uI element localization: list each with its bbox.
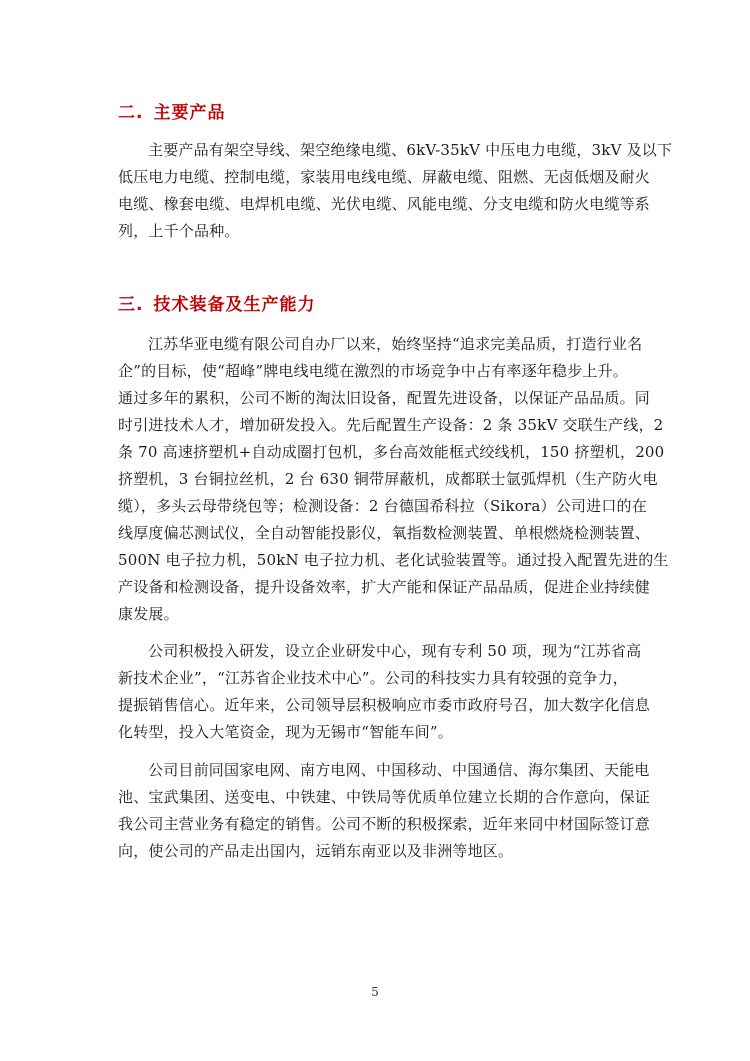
paragraph-line: 时引进技术人才，增加研发投入。先后配置生产设备：2 条 35kV 交联生产线，2: [118, 416, 664, 434]
paragraph-line: 主要产品有架空导线、架空绝缘电缆、6kV-35kV 中压电力电缆，3kV 及以下: [148, 141, 673, 159]
page-number: 5: [371, 985, 379, 999]
paragraph-line: 企”的目标，使“超峰”牌电线电缆在激烈的市场竞争中占有率逐年稳步上升。: [118, 362, 629, 380]
paragraph-line: 通过多年的累积，公司不断的淘汰旧设备，配置先进设备，以保证产品品质。同: [118, 389, 651, 407]
paragraph-line: 池、宝武集团、送变电、中铁建、中铁局等优质单位建立长期的合作意向，保证: [118, 788, 651, 806]
paragraph-line: 康发展。: [118, 605, 179, 623]
paragraph-line: 向，使公司的产品走出国内，远销东南亚以及非洲等地区。: [118, 842, 514, 860]
section-heading-products: [118, 98, 225, 123]
paragraph-line: 公司积极投入研发，设立企业研发中心，现有专利 50 项，现为“江苏省高: [148, 642, 642, 660]
paragraph-line: 化转型，投入大笔资金，现为无锡市“智能车间”。: [118, 723, 453, 741]
paragraph-line: 挤塑机，3 台铜拉丝机，2 台 630 铜带屏蔽机，成都联士氩弧焊机（生产防火电: [118, 470, 658, 488]
section-heading-equipment: [118, 290, 315, 315]
paragraph-line: 列，上千个品种。: [118, 222, 240, 240]
section-title: 技术装备及生产能力: [153, 295, 316, 315]
paragraph-line: 提振销售信心。近年来，公司领导层积极响应市委市政府号召，加大数字化信息: [118, 696, 651, 714]
paragraph-line: 缆），多头云母带绕包等；检测设备：2 台德国希科拉（Sikora）公司进口的在: [118, 497, 647, 515]
paragraph-line: 新技术企业”，“江苏省企业技术中心”。公司的科技实力具有较强的竞争力，: [118, 669, 629, 687]
section-title: 主要产品: [153, 103, 226, 123]
paragraph-line: 公司目前同国家电网、南方电网、中国移动、中国通信、海尔集团、天能电: [148, 761, 650, 779]
paragraph-line: 低压电力电缆、控制电缆，家装用电线电缆、屏蔽电缆、阻燃、无卤低烟及耐火: [118, 168, 651, 186]
paragraph-line: 线厚度偏芯测试仪，全自动智能投影仪，氧指数检测装置、单根燃烧检测装置、: [118, 524, 651, 542]
paragraph-line: 电缆、橡套电缆、电焊机电缆、光伏电缆、风能电缆、分支电缆和防火电缆等系: [118, 195, 651, 213]
paragraph-line: 500N 电子拉力机，50kN 电子拉力机、老化试验装置等。通过投入配置先进的生: [118, 551, 669, 569]
paragraph-line: 产设备和检测设备，提升设备效率，扩大产能和保证产品品质，促进企业持续健: [118, 578, 651, 596]
paragraph-line: 我公司主营业务有稳定的销售。公司不断的积极探索，近年来同中材国际签订意: [118, 815, 651, 833]
section-number: 二.: [118, 103, 144, 123]
paragraph-line: 江苏华亚电缆有限公司自办厂以来，始终坚持“追求完美品质，打造行业名: [148, 335, 643, 353]
paragraph-line: 条 70 高速挤塑机+自动成圈打包机，多台高效能框式绞线机，150 挤塑机，200: [118, 443, 665, 461]
section-number: 三.: [118, 295, 144, 315]
